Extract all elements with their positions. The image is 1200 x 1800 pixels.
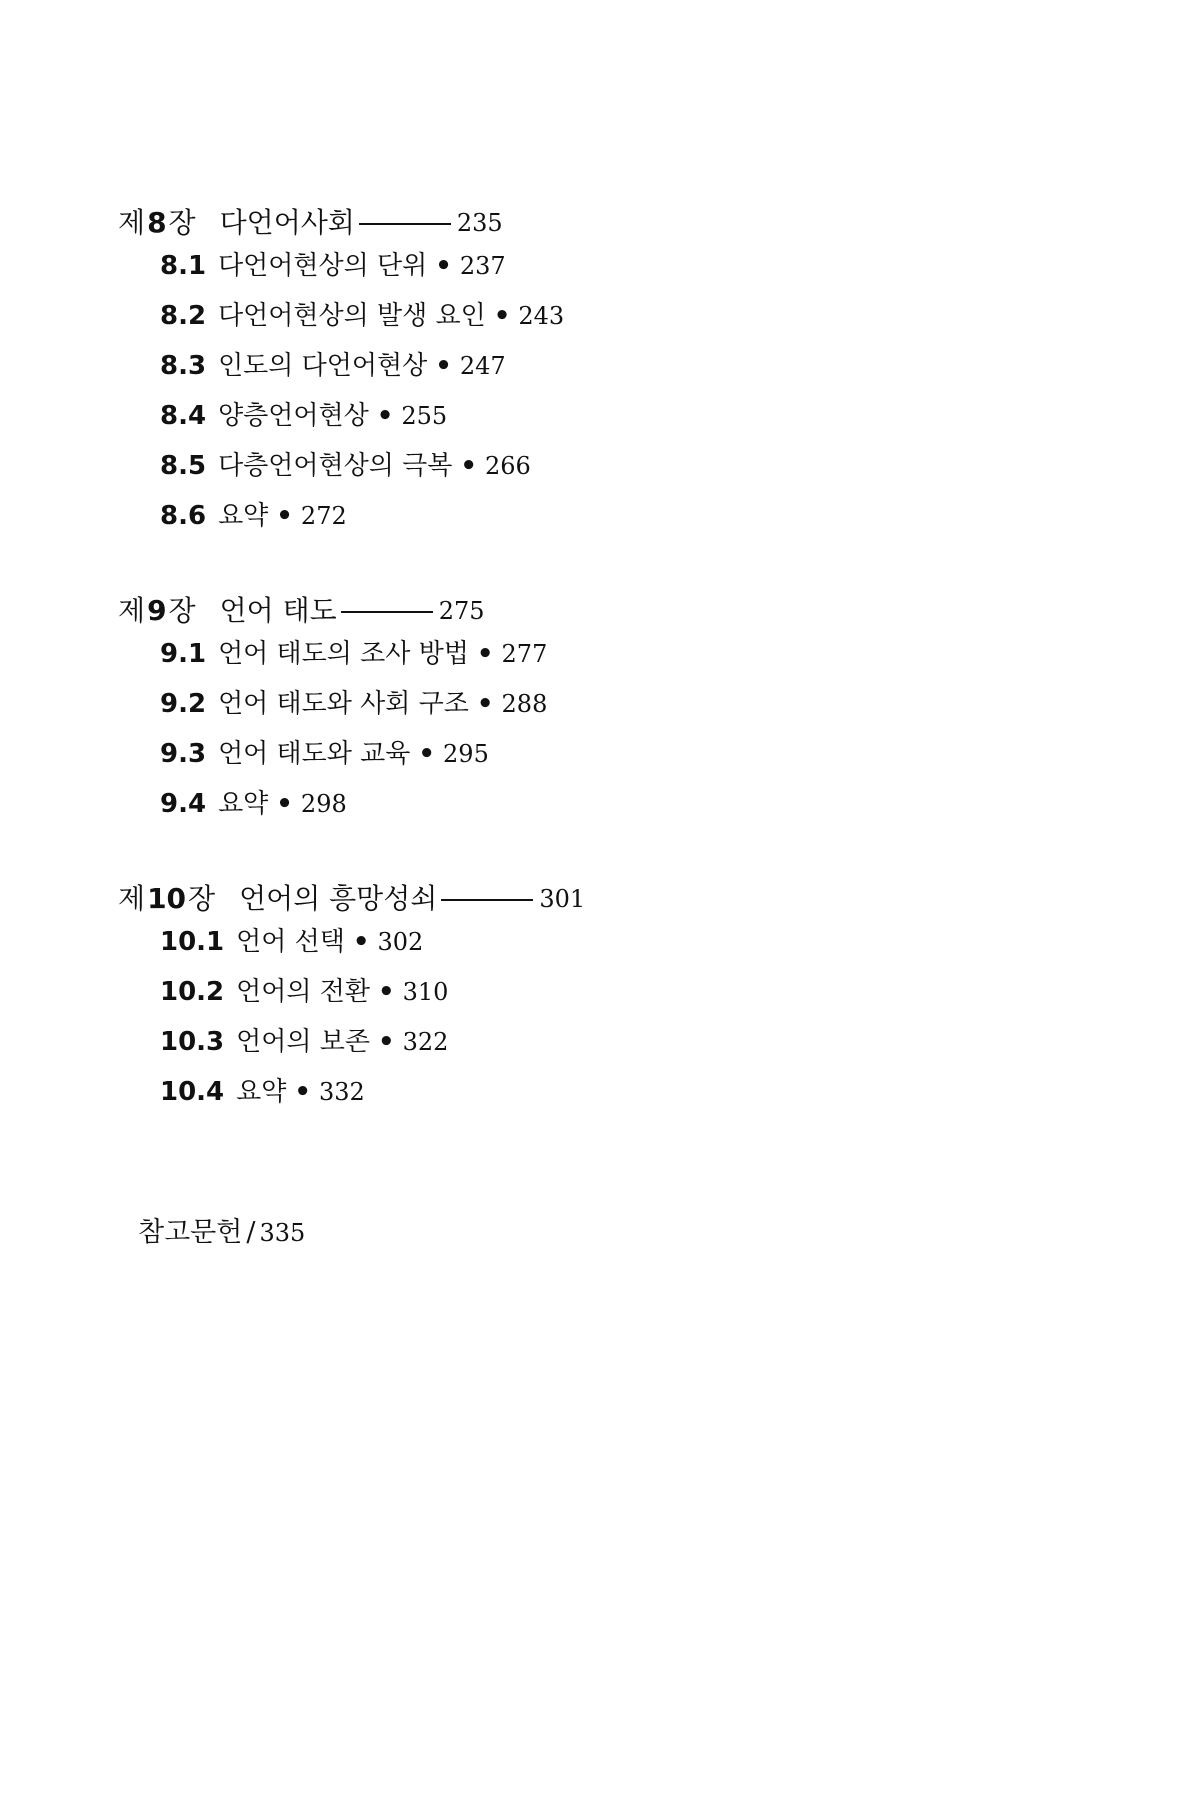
section-title: 다언어현상의 단위 [218, 251, 428, 281]
section-item[interactable] [160, 491, 1018, 541]
section-page: 310 [402, 978, 449, 1006]
section-title: 양층언어현상 [218, 401, 369, 431]
section-number: 9.2 [160, 689, 207, 719]
section-page: 243 [518, 302, 565, 330]
section-number: 9.1 [160, 639, 207, 669]
section-page: 298 [300, 790, 347, 818]
section-title: 언어의 전환 [236, 977, 371, 1007]
section-item[interactable] [160, 729, 1018, 779]
section-page: 277 [501, 640, 548, 668]
section-number: 10.1 [160, 927, 225, 957]
separator-dot: • [376, 401, 394, 431]
section-title: 요약 [218, 501, 269, 531]
section-title: 요약 [218, 789, 269, 819]
references-slash: / [246, 1217, 256, 1248]
section-page: 255 [401, 402, 448, 430]
references-page: 335 [259, 1219, 306, 1247]
separator-dot: • [418, 739, 436, 769]
section-number: 9.4 [160, 789, 207, 819]
leader-dash [359, 223, 451, 225]
section-number: 8.2 [160, 301, 207, 331]
chapter-suffix: 장 [188, 882, 216, 915]
section-number: 8.3 [160, 351, 207, 381]
separator-dot: • [378, 1027, 395, 1057]
chapter-number: 10 [147, 882, 187, 915]
separator-dot: • [276, 501, 293, 531]
section-title: 언어 선택 [236, 927, 345, 957]
chapter-page: 301 [539, 885, 586, 913]
section-title: 언어 태도의 조사 방법 [218, 639, 469, 669]
separator-dot: • [352, 927, 370, 957]
section-title: 언어 태도와 교육 [218, 739, 411, 769]
chapter-8 [118, 205, 1018, 541]
section-item[interactable] [160, 1017, 1018, 1067]
chapter-heading[interactable] [118, 205, 1018, 241]
chapter-10 [118, 881, 1018, 1117]
section-page: 272 [300, 502, 347, 530]
chapter-heading[interactable] [118, 881, 1018, 917]
section-number: 8.5 [160, 451, 207, 481]
section-page: 266 [485, 452, 531, 480]
chapter-number: 9 [147, 594, 167, 627]
section-item[interactable] [160, 679, 1018, 729]
section-title: 다층언어현상의 극복 [218, 451, 453, 481]
section-title: 언어의 보존 [236, 1027, 371, 1057]
section-title: 요약 [236, 1077, 287, 1107]
section-page: 237 [459, 252, 506, 280]
separator-dot: • [476, 639, 494, 669]
separator-dot: • [276, 789, 293, 819]
section-item[interactable] [160, 241, 1018, 291]
chapter-suffix: 장 [168, 206, 196, 239]
section-title: 다언어현상의 발생 요인 [218, 301, 486, 331]
section-page: 332 [319, 1078, 365, 1106]
section-page: 288 [501, 690, 548, 718]
chapter-number: 8 [147, 206, 167, 239]
separator-dot: • [460, 451, 477, 481]
section-number: 10.4 [160, 1077, 225, 1107]
section-item[interactable] [160, 291, 1018, 341]
section-page: 247 [459, 352, 506, 380]
chapter-title: 다언어사회 [219, 206, 355, 239]
leader-dash [341, 611, 433, 613]
chapter-page: 235 [456, 209, 503, 237]
chapter-prefix: 제 [118, 594, 146, 627]
section-list [160, 917, 1018, 1117]
section-title: 언어 태도와 사회 구조 [218, 689, 469, 719]
chapter-9 [118, 593, 1018, 829]
chapter-title: 언어의 흥망성쇠 [239, 882, 438, 915]
chapter-heading[interactable] [118, 593, 1018, 629]
section-list [160, 629, 1018, 829]
separator-dot: • [294, 1077, 312, 1107]
section-number: 8.1 [160, 251, 207, 281]
section-item[interactable] [160, 917, 1018, 967]
leader-dash [441, 899, 533, 901]
chapter-prefix: 제 [118, 882, 146, 915]
section-item[interactable] [160, 1067, 1018, 1117]
section-number: 9.3 [160, 739, 207, 769]
section-page: 302 [377, 928, 424, 956]
section-number: 8.4 [160, 401, 207, 431]
section-title: 인도의 다언어현상 [218, 351, 428, 381]
chapter-prefix: 제 [118, 206, 146, 239]
section-number: 10.2 [160, 977, 225, 1007]
section-page: 322 [402, 1028, 449, 1056]
chapter-title: 언어 태도 [219, 594, 337, 627]
separator-dot: • [378, 977, 395, 1007]
separator-dot: • [493, 301, 511, 331]
section-item[interactable] [160, 629, 1018, 679]
section-item[interactable] [160, 341, 1018, 391]
separator-dot: • [476, 689, 494, 719]
section-page: 295 [443, 740, 489, 768]
section-item[interactable] [160, 441, 1018, 491]
section-item[interactable] [160, 391, 1018, 441]
section-list [160, 241, 1018, 541]
references-label: 참고문헌 [138, 1217, 243, 1248]
section-number: 8.6 [160, 501, 207, 531]
separator-dot: • [435, 351, 452, 381]
separator-dot: • [435, 251, 452, 281]
references-entry[interactable] [138, 1215, 305, 1251]
section-item[interactable] [160, 967, 1018, 1017]
section-item[interactable] [160, 779, 1018, 829]
chapter-page: 275 [438, 597, 485, 625]
section-number: 10.3 [160, 1027, 225, 1057]
table-of-contents [118, 205, 1018, 1169]
chapter-suffix: 장 [168, 594, 196, 627]
